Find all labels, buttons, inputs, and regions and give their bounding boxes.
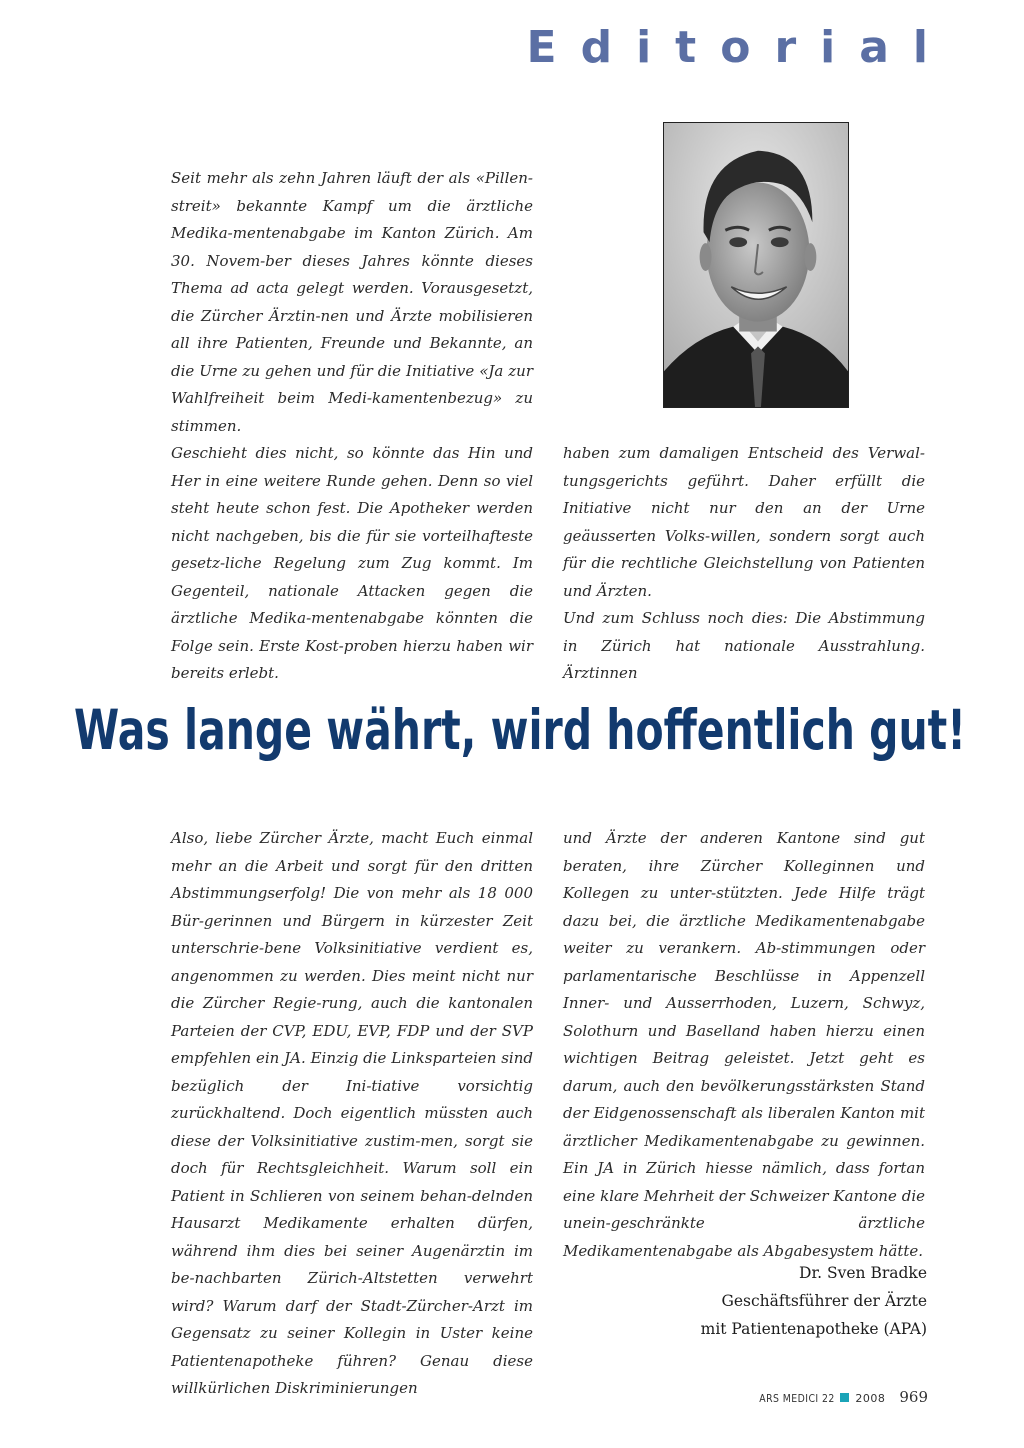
article-column-top-left: [171, 165, 533, 688]
author-photo: [663, 122, 849, 408]
section-label: Editorial: [526, 22, 952, 73]
author-name: Dr. Sven Bradke: [799, 1264, 927, 1282]
issue-year: 2008: [855, 1392, 886, 1405]
article-column-bottom-right: [563, 825, 925, 1265]
author-organization: mit Patientenapotheke (APA): [700, 1320, 927, 1338]
journal-name: ARS MEDICI 22: [758, 1392, 835, 1405]
article-column-top-right: [563, 440, 925, 688]
square-icon: [840, 1393, 849, 1402]
page-footer: [746, 1388, 928, 1406]
paragraph: haben zum damaligen Entscheid des Verwal-tungsgerichts geführt. Daher erfüllt die Initiative nicht nur den an der Urne geäusserten Volks-willen, sondern sorgt auch für die rechtliche Gleichstellung von Patienten und Ärzten.: [563, 444, 925, 600]
article-column-bottom-left: [171, 825, 533, 1403]
article-headline: Was lange währt, wird hoffentlich gut!: [74, 698, 966, 762]
paragraph: Also, liebe Zürcher Ärzte, macht Euch einmal mehr an die Arbeit und sorgt für den dritten Abstimmungserfolg! Die von mehr als 18 000 Bür-gerinnen und Bürgern in kürzester Zeit unterschrie-bene Volksinitiative verdient es, angenommen zu werden. Dies meint nicht nur die Zürcher Regie-rung, auch die kantonalen Parteien der CVP, EDU, EVP, FDP und der SVP empfehlen ein JA. Einzig die Linksparteien sind bezüglich der Ini-tiative vorsichtig zurückhaltend. Doch eigentlich müssten auch diese der Volksinitiative zustim-men, sorgt sie doch für Rechtsgleichheit. Warum soll ein Patient in Schlieren von seinem behan-delnden Hausarzt Medikamente erhalten dürfen, während ihm dies bei seiner Augenärztin im be-nachbarten Zürich-Altstetten verwehrt wird? Warum darf der Stadt-Zürcher-Arzt im Gegensatz zu seiner Kollegin in Uster keine Patientenapotheke führen? Genau diese willkürlichen Diskriminierungen: [171, 829, 533, 1397]
page-number: 969: [899, 1388, 928, 1406]
paragraph: Und zum Schluss noch dies: Die Abstimmung in Zürich hat nationale Ausstrahlung. Ärztinnen: [563, 609, 925, 682]
paragraph: und Ärzte der anderen Kantone sind gut beraten, ihre Zürcher Kolleginnen und Kollegen zu unter-stützten. Jede Hilfe trägt dazu bei, die ärztliche Medikamentenabgabe weiter zu verankern. Ab-stimmungen oder parlamentarische Beschlüsse in Appenzell Inner- und Ausserrhoden, Luzern, Schwyz, Solothurn und Baselland haben hierzu einen wichtigen Beitrag geleistet. Jetzt geht es darum, auch den bevölkerungsstärksten Stand der Eidgenossenschaft als liberalen Kanton mit ärztlicher Medikamentenabgabe zu gewinnen. Ein JA in Zürich hiesse nämlich, dass fortan eine klare Mehrheit der Schweizer Kantone die unein-geschränkte ärztliche Medikamentenabgabe als Abgabesystem hätte.: [563, 829, 925, 1260]
paragraph: Seit mehr als zehn Jahren läuft der als «Pillen-streit» bekannte Kampf um die ärztliche Medika-mentenabgabe im Kanton Zürich. Am 30. Novem-ber dieses Jahres könnte dieses Thema ad acta gelegt werden. Vorausgesetzt, die Zürcher Ärztin-nen und Ärzte mobilisieren all ihre Patienten, Freunde und Bekannte, an die Urne zu gehen und für die Initiative «Ja zur Wahlfreiheit beim Medi-kamentenbezug» zu stimmen.: [171, 169, 533, 435]
paragraph: Geschieht dies nicht, so könnte das Hin und Her in eine weitere Runde gehen. Denn so viel steht heute schon fest. Die Apotheker werden nicht nachgeben, bis die für sie vorteilhafteste gesetz-liche Regelung zum Zug kommt. Im Gegenteil, nationale Attacken gegen die ärztliche Medika-mentenabgabe könnten die Folge sein. Erste Kost-proben hierzu haben wir bereits erlebt.: [171, 444, 533, 682]
portrait-image: [664, 123, 848, 407]
author-signature: [701, 1259, 927, 1343]
author-role: Geschäftsführer der Ärzte: [721, 1292, 927, 1310]
